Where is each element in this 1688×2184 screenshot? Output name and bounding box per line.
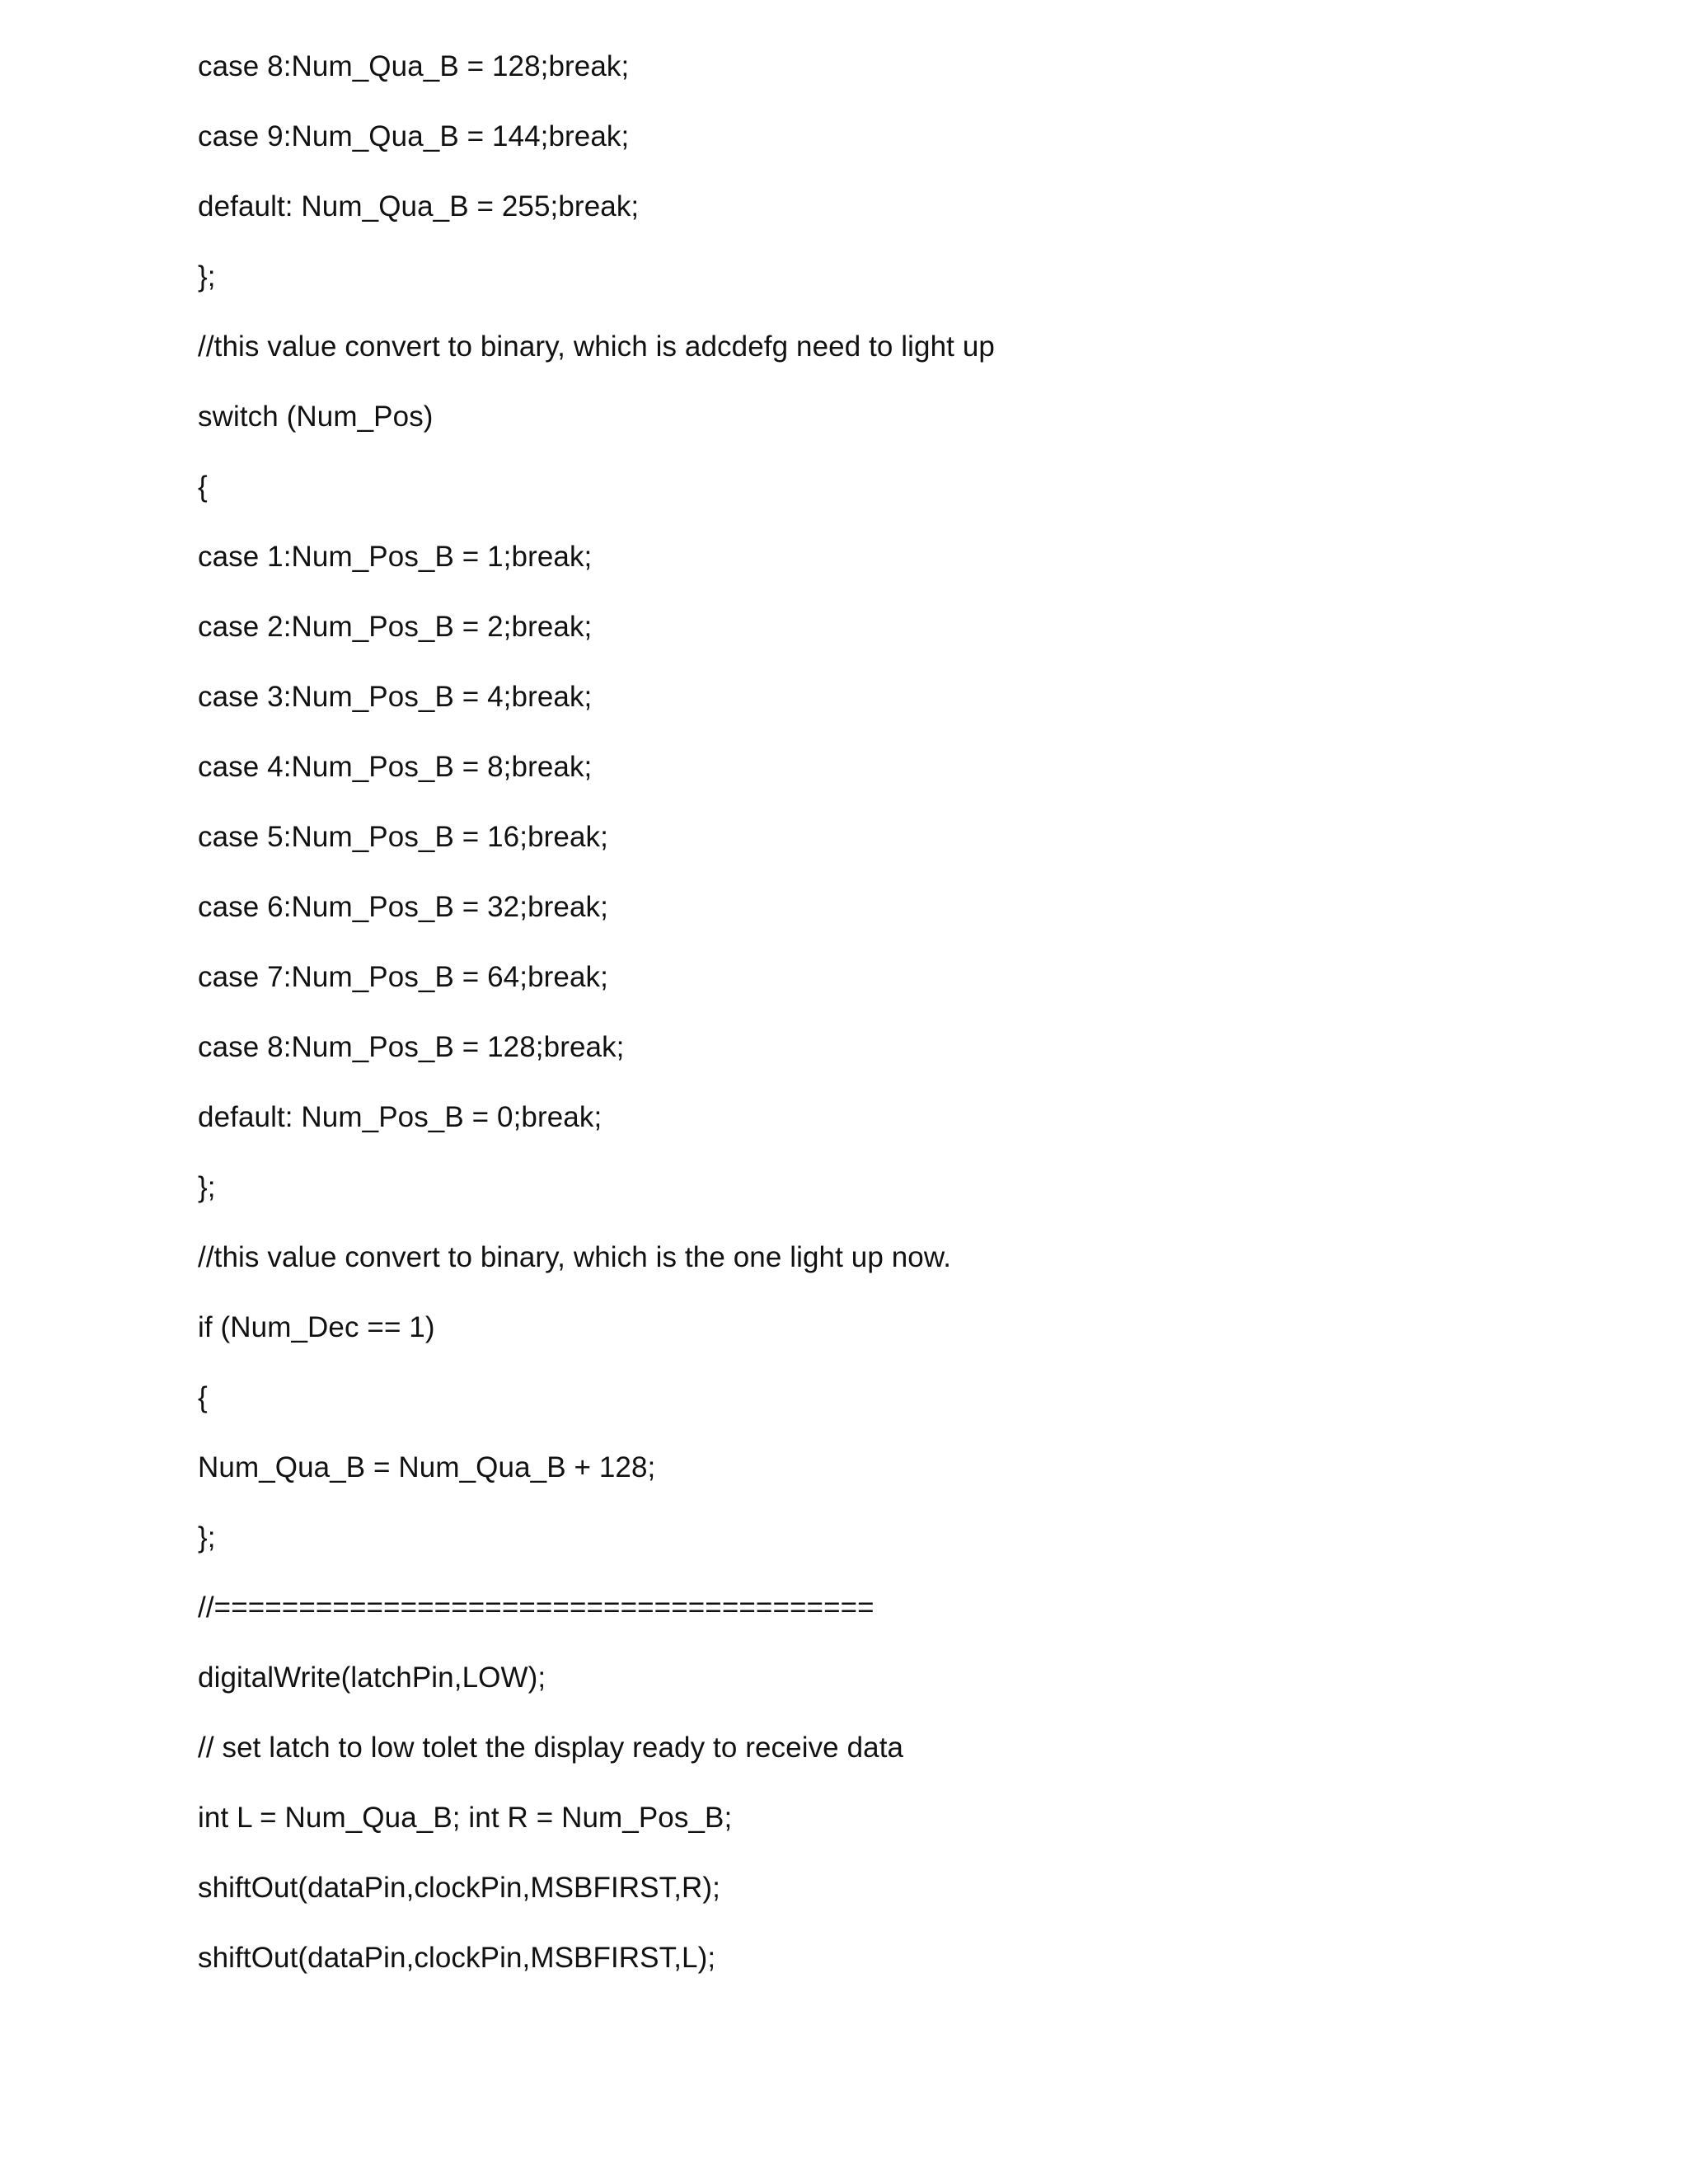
code-line: case 6:Num_Pos_B = 32;break; [198,891,608,923]
code-line: case 3:Num_Pos_B = 4;break; [198,681,593,713]
code-line: }; [198,260,216,293]
comment-line: //this value convert to binary, which is the one light up now. [198,1241,952,1273]
code-line: default: Num_Qua_B = 255;break; [198,190,640,223]
code-line: Num_Qua_B = Num_Qua_B + 128; [198,1451,656,1483]
code-line: if (Num_Dec == 1) [198,1311,435,1343]
code-line: default: Num_Pos_B = 0;break; [198,1101,603,1133]
code-line: }; [198,1171,216,1203]
separator-comment-line: //======================================= [198,1591,874,1624]
code-line: shiftOut(dataPin,clockPin,MSBFIRST,L); [198,1942,716,1974]
code-line: case 7:Num_Pos_B = 64;break; [198,961,608,993]
code-line: int L = Num_Qua_B; int R = Num_Pos_B; [198,1802,733,1834]
comment-line: // set latch to low tolet the display ready to receive data [198,1732,904,1764]
code-line: case 5:Num_Pos_B = 16;break; [198,821,608,853]
code-line: }; [198,1521,216,1554]
code-line: case 8:Num_Qua_B = 128;break; [198,50,630,82]
code-line: case 9:Num_Qua_B = 144;break; [198,120,630,152]
code-line: switch (Num_Pos) [198,401,434,433]
code-line: shiftOut(dataPin,clockPin,MSBFIRST,R); [198,1872,720,1904]
code-line: case 1:Num_Pos_B = 1;break; [198,541,593,573]
code-line: case 4:Num_Pos_B = 8;break; [198,751,593,783]
code-line: { [198,1381,208,1413]
comment-line: //this value convert to binary, which is adcdefg need to light up [198,330,995,363]
code-line: case 8:Num_Pos_B = 128;break; [198,1031,625,1063]
code-line: digitalWrite(latchPin,LOW); [198,1661,546,1694]
code-line: { [198,471,208,503]
code-listing [198,48,1599,2009]
code-line: case 2:Num_Pos_B = 2;break; [198,611,593,643]
